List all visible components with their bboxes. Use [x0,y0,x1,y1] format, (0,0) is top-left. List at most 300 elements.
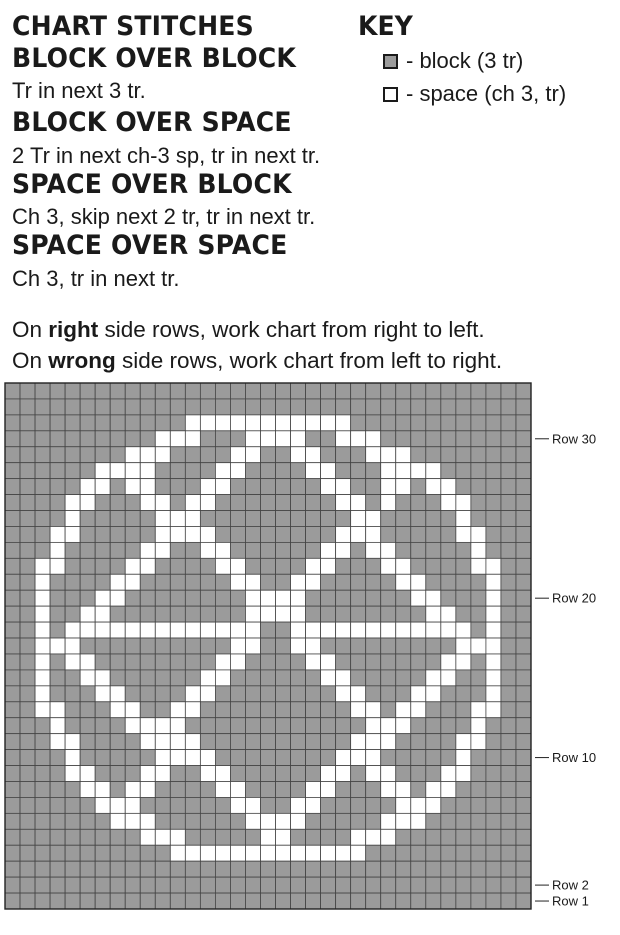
space-cell [276,590,291,606]
block-cell [20,638,35,654]
block-cell [456,590,471,606]
block-cell [125,638,140,654]
block-cell [516,734,531,750]
block-cell [5,845,20,861]
block-cell [501,861,516,877]
block-cell [501,431,516,447]
space-cell [80,479,95,495]
block-cell [200,797,215,813]
space-cell [155,766,170,782]
block-cell [35,877,50,893]
block-cell [140,750,155,766]
space-cell [306,781,321,797]
space-cell [110,702,125,718]
block-cell [501,686,516,702]
block-cell [471,590,486,606]
block-cell [20,479,35,495]
block-cell [245,781,260,797]
row-label: Row 10 [552,750,597,766]
block-cell [501,447,516,463]
block-cell [245,861,260,877]
instr2-post: side rows, work chart from left to right. [115,348,503,373]
space-cell [291,590,306,606]
block-cell [20,781,35,797]
block-cell [351,766,366,782]
block-cell [245,686,260,702]
block-cell [125,383,140,399]
block-cell [381,686,396,702]
block-cell [516,702,531,718]
instr2-pre: On [12,348,49,373]
space-cell [200,479,215,495]
block-cell [486,813,501,829]
space-cell [260,845,275,861]
block-cell [110,734,125,750]
block-cell [80,893,95,909]
space-cell [35,574,50,590]
block-cell [260,893,275,909]
block-cell [276,383,291,399]
block-cell [260,399,275,415]
space-cell [65,622,80,638]
block-cell [50,670,65,686]
stitch-desc-space-over-block: Ch 3, skip next 2 tr, tr in next tr. [12,204,316,229]
stitch-desc-block-over-space: 2 Tr in next ch-3 sp, tr in next tr. [12,143,321,168]
block-cell [426,399,441,415]
space-cell [185,415,200,431]
space-cell [155,622,170,638]
space-cell [140,495,155,511]
block-cell [381,702,396,718]
block-cell [260,638,275,654]
space-cell [35,590,50,606]
block-cell [306,813,321,829]
block-cell [441,686,456,702]
space-cell [441,766,456,782]
space-cell [140,766,155,782]
block-cell [441,845,456,861]
space-cell [366,447,381,463]
block-cell [110,511,125,527]
space-cell [276,431,291,447]
block-cell [516,431,531,447]
block-cell [321,526,336,542]
block-cell [486,383,501,399]
block-cell [140,415,155,431]
space-cell [396,797,411,813]
block-cell [5,383,20,399]
block-cell [140,590,155,606]
space-cell [215,415,230,431]
block-cell [501,622,516,638]
block-cell [215,590,230,606]
block-cell [170,766,185,782]
block-cell [351,877,366,893]
space-cell [65,734,80,750]
space-cell [185,734,200,750]
block-cell [426,383,441,399]
block-cell [65,829,80,845]
space-cell [200,542,215,558]
block-cell [50,781,65,797]
block-cell [50,813,65,829]
block-cell [516,558,531,574]
space-cell [170,511,185,527]
space-cell [140,479,155,495]
space-cell [65,654,80,670]
block-cell [486,797,501,813]
block-cell [95,638,110,654]
block-cell [95,415,110,431]
block-cell [516,766,531,782]
space-cell [245,622,260,638]
space-cell [65,526,80,542]
block-cell [291,877,306,893]
block-cell [50,622,65,638]
space-cell [140,734,155,750]
block-cell [276,670,291,686]
block-cell [516,542,531,558]
block-cell [321,383,336,399]
block-cell [125,893,140,909]
space-cell [125,718,140,734]
space-cell [200,495,215,511]
space-cell [80,766,95,782]
block-cell [516,495,531,511]
block-cell [411,511,426,527]
block-cell [501,734,516,750]
block-cell [366,654,381,670]
space-cell [230,622,245,638]
block-cell [5,797,20,813]
block-cell [411,861,426,877]
space-cell [35,670,50,686]
block-cell [426,447,441,463]
space-cell [321,479,336,495]
block-cell [35,431,50,447]
space-cell [366,431,381,447]
block-cell [65,813,80,829]
block-cell [35,893,50,909]
block-cell [95,542,110,558]
block-cell [155,590,170,606]
block-cell [351,893,366,909]
block-cell [245,558,260,574]
block-cell [291,526,306,542]
block-cell [50,447,65,463]
space-cell [336,542,351,558]
block-cell [80,415,95,431]
row-label: Row 20 [552,590,597,606]
block-cell [95,511,110,527]
block-cell [396,829,411,845]
space-cell [95,686,110,702]
block-cell [366,686,381,702]
block-cell [456,606,471,622]
block-cell [501,750,516,766]
block-cell [381,670,396,686]
space-cell [471,558,486,574]
block-cell [321,877,336,893]
block-cell [501,479,516,495]
block-cell [411,877,426,893]
space-cell [321,558,336,574]
block-cell [396,670,411,686]
block-cell [215,686,230,702]
space-cell [306,558,321,574]
block-cell [20,558,35,574]
space-cell [155,734,170,750]
block-cell [321,829,336,845]
block-cell [486,877,501,893]
space-cell [170,622,185,638]
block-cell [411,654,426,670]
block-cell [200,638,215,654]
block-cell [516,511,531,527]
block-cell [396,654,411,670]
block-cell [110,558,125,574]
block-cell [426,877,441,893]
space-cell [426,590,441,606]
space-cell [140,829,155,845]
block-cell [516,590,531,606]
block-cell [80,526,95,542]
block-cell [291,654,306,670]
block-cell [50,431,65,447]
block-cell [170,670,185,686]
block-cell [396,734,411,750]
block-cell [351,797,366,813]
block-cell [230,526,245,542]
block-cell [185,463,200,479]
block-cell [366,781,381,797]
block-cell [471,431,486,447]
block-cell [516,686,531,702]
space-cell [336,526,351,542]
block-cell [336,829,351,845]
space-cell [321,463,336,479]
block-cell [276,750,291,766]
block-cell [501,670,516,686]
block-cell [486,415,501,431]
block-cell [366,845,381,861]
block-cell [336,781,351,797]
block-cell [20,399,35,415]
block-cell [230,479,245,495]
block-cell [170,542,185,558]
block-cell [276,526,291,542]
space-cell [170,431,185,447]
block-cell [306,606,321,622]
block-cell [471,606,486,622]
block-cell [306,511,321,527]
space-cell [456,654,471,670]
block-cell [20,893,35,909]
block-cell [306,829,321,845]
space-cell [396,622,411,638]
space-cell [351,495,366,511]
block-cell [260,542,275,558]
block-cell [291,734,306,750]
block-cell [516,877,531,893]
space-cell [486,670,501,686]
block-cell [35,734,50,750]
space-cell [155,542,170,558]
space-cell [140,718,155,734]
block-cell [20,542,35,558]
block-cell [516,383,531,399]
block-cell [411,495,426,511]
block-cell [276,511,291,527]
block-cell [396,526,411,542]
block-cell [411,383,426,399]
block-cell [50,861,65,877]
space-cell [396,781,411,797]
block-cell [381,877,396,893]
block-cell [426,654,441,670]
block-cell [426,861,441,877]
space-cell [366,622,381,638]
block-cell [260,670,275,686]
block-cell [501,718,516,734]
block-cell [471,479,486,495]
block-cell [155,877,170,893]
block-cell [426,829,441,845]
block-cell [486,526,501,542]
block-cell [306,686,321,702]
block-cell [80,542,95,558]
space-cell [95,479,110,495]
block-cell [20,670,35,686]
block-cell [366,399,381,415]
space-cell [215,558,230,574]
space-cell [291,638,306,654]
block-cell [516,718,531,734]
space-cell [381,766,396,782]
block-cell [351,558,366,574]
block-cell [441,542,456,558]
block-cell [456,383,471,399]
block-cell [291,718,306,734]
block-cell [20,383,35,399]
space-cell [381,829,396,845]
block-cell [5,829,20,845]
block-cell [155,606,170,622]
space-cell [35,702,50,718]
block-cell [185,797,200,813]
space-cell [336,431,351,447]
space-cell [426,670,441,686]
block-cell [35,750,50,766]
block-cell [366,861,381,877]
block-cell [110,845,125,861]
block-cell [306,877,321,893]
space-cell [411,813,426,829]
block-cell [381,861,396,877]
block-cell [306,750,321,766]
space-cell [215,622,230,638]
block-cell [516,750,531,766]
block-cell [456,686,471,702]
block-cell [260,686,275,702]
space-cell [336,415,351,431]
block-cell [110,861,125,877]
space-cell [140,542,155,558]
block-cell [381,415,396,431]
space-cell [351,734,366,750]
space-cell [35,622,50,638]
block-cell [336,702,351,718]
block-cell [501,845,516,861]
block-cell [501,399,516,415]
space-cell [230,447,245,463]
block-cell [20,622,35,638]
block-cell [215,399,230,415]
block-cell [230,383,245,399]
block-cell [140,861,155,877]
block-cell [170,797,185,813]
space-cell [336,686,351,702]
block-cell [276,622,291,638]
block-cell [321,606,336,622]
space-cell [125,463,140,479]
block-cell [200,718,215,734]
space-cell [291,574,306,590]
block-cell [516,781,531,797]
block-cell [366,558,381,574]
block-cell [396,606,411,622]
block-cell [155,781,170,797]
block-cell [291,479,306,495]
block-cell [245,383,260,399]
block-cell [110,766,125,782]
space-cell [170,829,185,845]
space-cell [411,702,426,718]
block-cell [471,861,486,877]
block-cell [291,399,306,415]
stitch-desc-space-over-space: Ch 3, tr in next tr. [12,266,180,291]
row-label: Row 30 [552,431,597,447]
block-cell [65,686,80,702]
block-cell [411,479,426,495]
block-cell [291,542,306,558]
space-cell [411,622,426,638]
block-cell [441,415,456,431]
block-cell [200,702,215,718]
block-cell [80,702,95,718]
block-cell [65,383,80,399]
block-cell [381,383,396,399]
block-cell [260,877,275,893]
block-cell [95,558,110,574]
block-cell [351,606,366,622]
space-cell [366,511,381,527]
block-cell [170,893,185,909]
block-cell [230,734,245,750]
block-cell [411,781,426,797]
block-cell [516,670,531,686]
block-cell [456,877,471,893]
space-cell [336,495,351,511]
space-cell [185,511,200,527]
block-cell [50,654,65,670]
block-cell [411,750,426,766]
block-cell [110,542,125,558]
space-cell [155,495,170,511]
space-cell [291,845,306,861]
space-cell [65,511,80,527]
block-cell [426,718,441,734]
